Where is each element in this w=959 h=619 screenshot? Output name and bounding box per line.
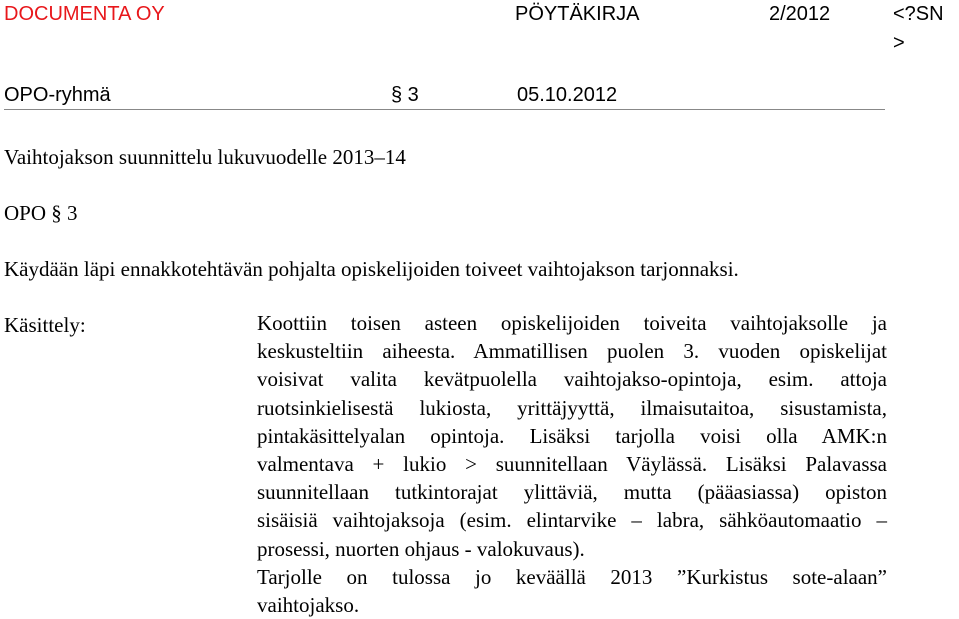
item-title: Vaihtojakson suunnittelu lukuvuodelle 2013–14	[4, 145, 406, 169]
text-line: pintakäsittelyalan opintoja. Lisäksi tarjolla voisi olla AMK:n	[257, 423, 887, 448]
text-line: vaihtojakso.	[257, 593, 360, 618]
text-line: voisivat valita kevätpuolella vaihtojakso-opintoja, esim. attoja	[257, 367, 887, 392]
text-line: suunnitellaan tutkintorajat ylittäviä, mutta (pääasiassa) opiston	[257, 480, 887, 505]
header-divider	[4, 109, 885, 110]
meeting-date: 05.10.2012	[517, 84, 618, 106]
text-line: ruotsinkielisestä lukiosta, yrittäjyyttä, ilmaisutaitoa, sisustamista,	[257, 395, 887, 420]
section-number: § 3	[391, 84, 419, 106]
text-line: valmentava + lukio > suunnitellaan Väylässä. Lisäksi Palavassa	[257, 452, 887, 477]
processing-text	[257, 309, 887, 619]
processing-label: Käsittely:	[4, 313, 86, 337]
meeting-group: OPO-ryhmä	[4, 84, 111, 106]
item-intro: Käydään läpi ennakkotehtävän pohjalta opiskelijoiden toiveet vaihtojakson tarjonnaksi.	[4, 257, 739, 281]
organization-name: DOCUMENTA OY	[4, 3, 165, 25]
text-line: keskusteltiin aiheesta. Ammatillisen puolen 3. vuoden opiskelijat	[257, 339, 887, 364]
document-number: 2/2012	[769, 3, 831, 25]
document-tag: <?SN >	[893, 3, 944, 54]
text-line: sisäisiä vaihtojaksoja (esim. elintarvike – labra, sähköautomaatio –	[257, 508, 887, 533]
text-line: prosessi, nuorten ohjaus - valokuvaus).	[257, 536, 585, 561]
item-reference: OPO § 3	[4, 201, 78, 225]
text-line: Koottiin toisen asteen opiskelijoiden toiveita vaihtojaksolle ja	[257, 311, 887, 335]
document-type: PÖYTÄKIRJA	[515, 3, 640, 25]
text-line: Tarjolle on tulossa jo keväällä 2013 ”Kurkistus sote-alaan”	[257, 564, 887, 589]
